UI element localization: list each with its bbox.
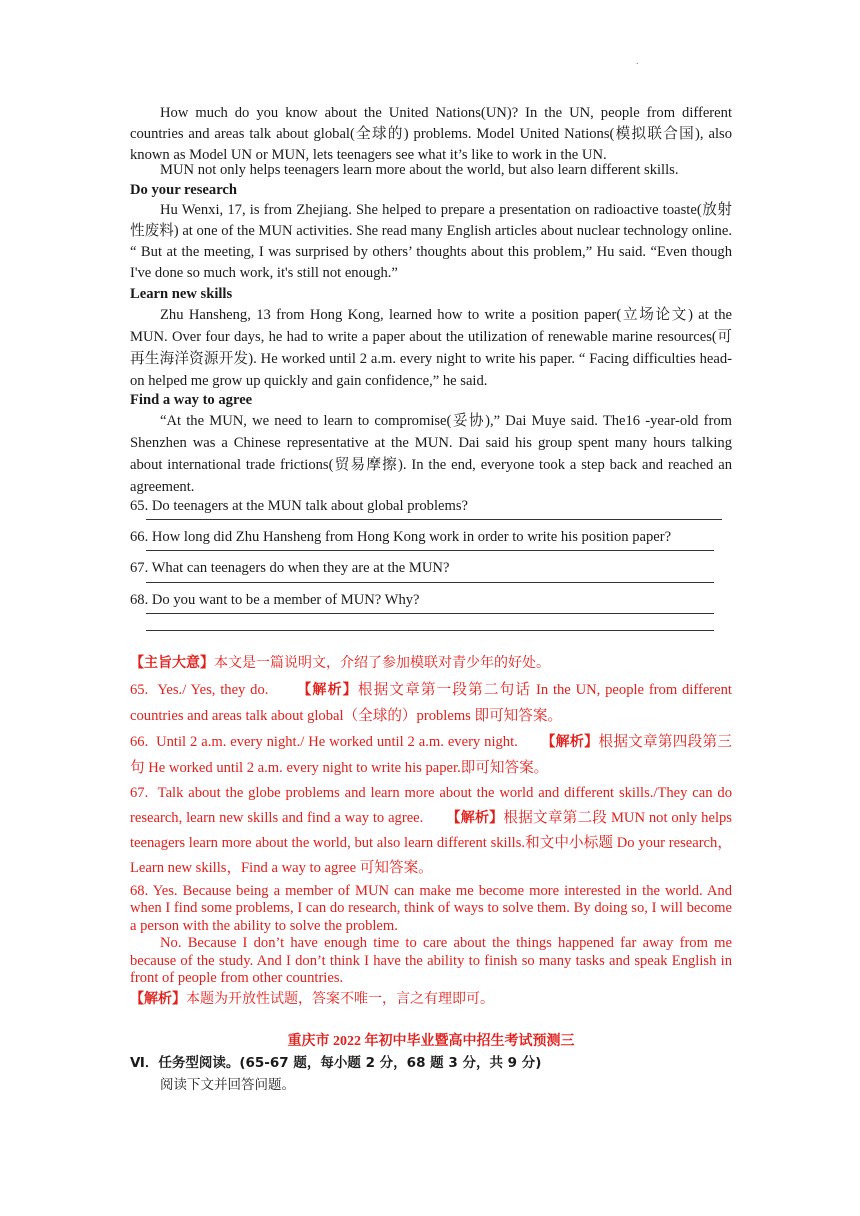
answer-68-note [130, 988, 732, 1010]
document-body [130, 103, 736, 1096]
answer-66-tag: 【解析】 [541, 733, 599, 750]
answer-68-yes: 68. Yes. Because being a member of MUN can make me become more interested in the world. And when I find some problems, I can do research, think of ways to solve them. By doing so, I will become a person with the ability to solve the problem. [130, 882, 732, 934]
question-68: 68. Do you want to be a member of MUN? Why? [130, 591, 420, 608]
answer-67-explanation: 根据文章第二段 MUN not only helps teenagers learn more about the world, but also learn different skills.和文中小标题 Do your research，Learn new skills，Find a way to agree 可知答案。 [130, 809, 732, 876]
passage-paragraph-5: “At the MUN, we need to learn to compromise(妥协),” Dai Muye said. The16 -year-old from Shenzhen was a Chinese representative at the MUN. Dai said his group spent many hours talking about international trade frictions(贸易摩擦). In the end, everyone took a step back and reached an agreement. [130, 412, 732, 495]
subheading-agree: Find a way to agree [130, 391, 253, 408]
passage-paragraph-4: Zhu Hansheng, 13 from Hong Kong, learned how to write a position paper(立场论文) at the MUN. Over four days, he had to write a paper about the utilization of renewable marine resources(可再生海洋资源开发). He worked until 2 a.m. every night to write his paper. “ Facing difficulties head-on helped me grow up quickly and gain confidence,” he said. [130, 306, 732, 389]
passage-paragraph-1: How much do you know about the United Nations(UN)? In the UN, people from different countries and areas talk about global(全球的) problems. Model United Nations(模拟联合国), also known as Model UN or MUN, lets teenagers see what it’s like to work in the UN. [130, 105, 732, 163]
answer-65 [130, 677, 732, 729]
subheading-skills: Learn new skills [130, 285, 233, 302]
answer-68-tag: 【解析】 [130, 990, 186, 1007]
main-idea [130, 653, 732, 673]
subheading-research: Do your research [130, 181, 238, 198]
answer-68-explanation: 本题为开放性试题，答案不唯一，言之有理即可。 [186, 990, 494, 1007]
header-mark: . [636, 56, 639, 67]
answer-67-text: 67. Talk about the globe problems and learn more about the world and different skills./They can do research, learn new skills and find a way to agree. [130, 784, 736, 826]
question-66: 66. How long did Zhu Hansheng from Hong Kong work in order to write his position paper? [130, 528, 672, 545]
answer-line-66 [146, 550, 714, 551]
answer-66-explanation: 根据文章第四段第三句 He worked until 2 a.m. every night to write his paper.即可知答案。 [130, 733, 732, 776]
answer-67 [130, 781, 736, 881]
answer-68-no: No. Because I don’t have enough time to care about the things happened far away from me because of the study. And I don’t think I have the ability to finish so many tasks and speak English in front of people from other countries. [130, 935, 732, 986]
main-idea-tag: 【主旨大意】 [130, 654, 214, 671]
answer-section [130, 653, 736, 1010]
passage-paragraph-2: MUN not only helps teenagers learn more about the world, but also learn different skills. [160, 162, 679, 178]
answer-line-67 [146, 582, 714, 583]
main-idea-text: 本文是一篇说明文，介绍了参加模联对青少年的好处。 [214, 654, 550, 671]
answer-line-68b [146, 630, 714, 631]
question-67: 67. What can teenagers do when they are at the MUN? [130, 559, 450, 576]
answer-line-68a [146, 613, 714, 614]
question-65: 65. Do teenagers at the MUN talk about global problems? [130, 497, 469, 514]
answer-line-65 [146, 519, 722, 520]
section-heading: Ⅵ．任务型阅读。(65-67 题，每小题 2 分，68 题 3 分，共 9 分) [130, 1054, 542, 1071]
answer-66 [130, 729, 732, 781]
answer-66-text: 66. Until 2 a.m. every night./ He worked until 2 a.m. every night. [130, 733, 542, 750]
answer-65-explanation: 根据文章第一段第二句话 In the UN, people from different countries and areas talk about global（全球的）problems 即可知答案。 [130, 681, 732, 724]
next-exam-title: 重庆市 2022 年初中毕业暨高中招生考试预测三 [287, 1033, 575, 1049]
section-instruction: 阅读下文并回答问题。 [160, 1076, 295, 1093]
answer-65-text: 65. Yes./ Yes, they do. [130, 681, 298, 698]
passage-paragraph-3: Hu Wenxi, 17, is from Zhejiang. She helped to prepare a presentation on radioactive toaste(放射性废料) at one of the MUN activities. She read many English articles about nuclear technology online. “ But at the meeting, I was surprised by others’ thoughts about this problem,” Hu said. “Even though I've done so much work, it's still not enough.” [130, 201, 732, 281]
answer-67-tag: 【解析】 [446, 809, 504, 826]
answer-65-tag: 【解析】 [297, 681, 358, 698]
